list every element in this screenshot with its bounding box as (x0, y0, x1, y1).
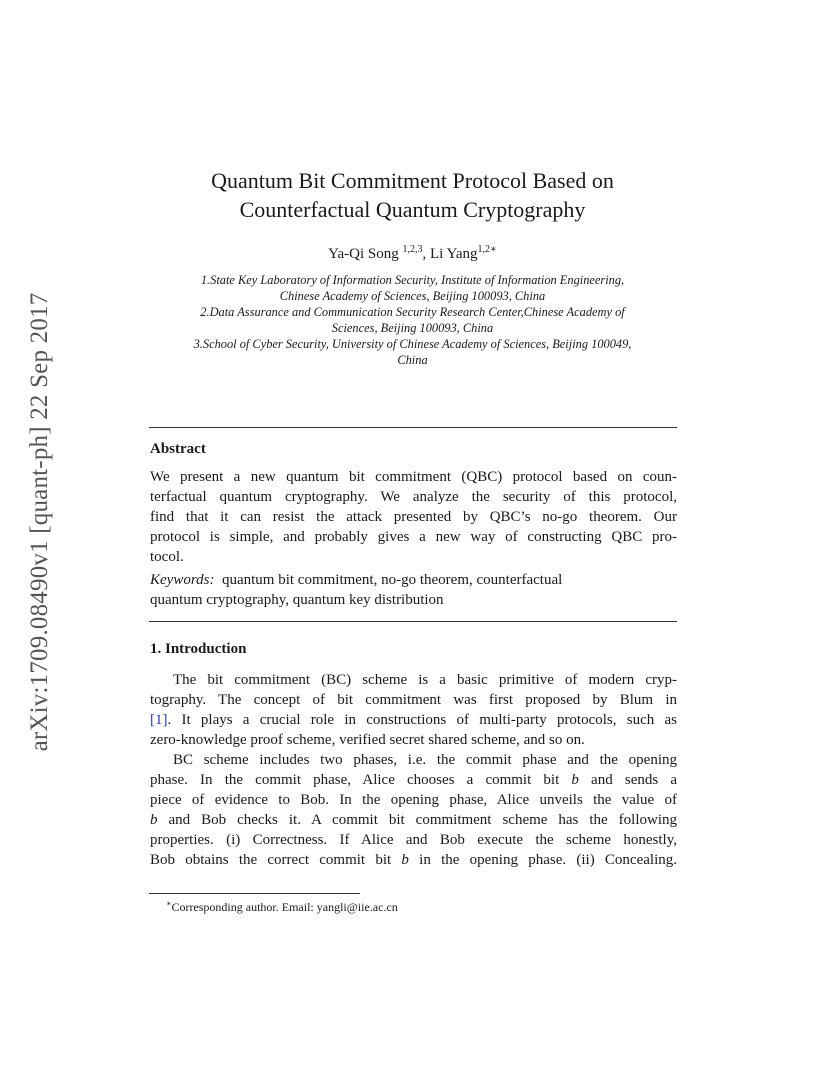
affiliations (150, 272, 675, 369)
body-line (150, 850, 677, 870)
affiliation-line: Sciences, Beijing 100093, China (331, 321, 494, 336)
body-text: phase. In the commit phase, Alice chooses a commit bit (150, 772, 572, 788)
affiliation-line: 3.School of Cyber Security, University of Chinese Academy of Sciences, Beijing 100049, (193, 337, 632, 352)
intro-paragraph-2 (150, 750, 677, 870)
keywords-text: quantum bit commitment, no-go theorem, counterfactual (221, 572, 563, 588)
citation-link[interactable]: [1] (150, 712, 168, 728)
math-variable: b (571, 772, 579, 788)
author-name: Ya-Qi Song (328, 246, 399, 262)
body-text: Bob obtains the correct commit bit (150, 852, 402, 868)
footnote-text: Corresponding author. Email: yangli@iie.ac.cn (171, 900, 398, 914)
body-line: piece of evidence to Bob. In the opening phase, Alice unveils the value of (150, 792, 677, 808)
body-text: in the opening phase. (ii) Concealing. (408, 852, 677, 868)
title-line-1: Quantum Bit Commitment Protocol Based on (211, 168, 614, 193)
footnote-rule (149, 893, 360, 894)
affiliation-line: 1.State Key Laboratory of Information Security, Institute of Information Engineering, (200, 273, 625, 287)
affiliation-line: China (397, 353, 428, 368)
footnote-marker: ∗ (166, 899, 172, 908)
abstract-line: protocol is simple, and probably gives a new way of constructing QBC pro- (150, 529, 677, 545)
keywords-label: Keywords: (150, 572, 215, 588)
abstract-text (150, 467, 677, 567)
keywords-line: quantum cryptography, quantum key distribution (150, 592, 444, 608)
body-line: tography. The concept of bit commitment was first proposed by Blum in (150, 692, 677, 708)
body-line: zero-knowledge proof scheme, verified secret shared scheme, and so on. (150, 732, 585, 748)
abstract-top-rule (149, 427, 677, 428)
affiliation-line: Chinese Academy of Sciences, Beijing 100093, China (279, 289, 546, 304)
abstract-line: tocol. (150, 549, 184, 565)
keywords (150, 570, 677, 610)
author-separator: , (422, 246, 430, 262)
arxiv-stamp: arXiv:1709.08490v1 [quant-ph] 22 Sep 2017 (26, 292, 53, 752)
body-line: BC scheme includes two phases, i.e. the commit phase and the opening (173, 752, 677, 768)
affiliation-line: 2.Data Assurance and Communication Security Research Center,Chinese Academy of (200, 305, 625, 320)
body-text: . It plays a crucial role in constructions of multi-party protocols, such as (167, 712, 677, 728)
abstract-line: find that it can resist the attack presented by QBC’s no-go theorem. Our (150, 509, 677, 525)
body-line (150, 770, 677, 790)
body-text: and Bob checks it. A commit bit commitment scheme has the following (157, 812, 677, 828)
body-line (150, 810, 677, 830)
author-list (150, 244, 675, 263)
abstract-line: We present a new quantum bit commitment (QBC) protocol based on coun- (150, 469, 677, 485)
title-line-2: Counterfactual Quantum Cryptography (239, 197, 586, 222)
author-affiliation-marks: 1,2∗ (477, 244, 497, 255)
author-affiliation-marks: 1,2,3 (402, 244, 423, 255)
body-line: properties. (i) Correctness. If Alice and Bob execute the scheme honestly, (150, 832, 677, 848)
author-name: Li Yang (430, 246, 478, 262)
abstract-heading: Abstract (150, 441, 206, 457)
body-line (150, 710, 677, 730)
body-line: The bit commitment (BC) scheme is a basic primitive of modern cryp- (173, 672, 677, 688)
keywords-line (150, 570, 677, 590)
abstract-bottom-rule (149, 621, 677, 622)
intro-paragraph-1 (150, 670, 677, 750)
abstract-line: terfactual quantum cryptography. We analyze the security of this protocol, (150, 489, 677, 505)
math-variable: b (150, 812, 158, 828)
math-variable: b (401, 852, 409, 868)
body-text: and sends a (578, 772, 677, 788)
footnote (166, 899, 398, 915)
paper-title (150, 166, 675, 224)
section-heading-introduction: 1. Introduction (150, 641, 247, 657)
